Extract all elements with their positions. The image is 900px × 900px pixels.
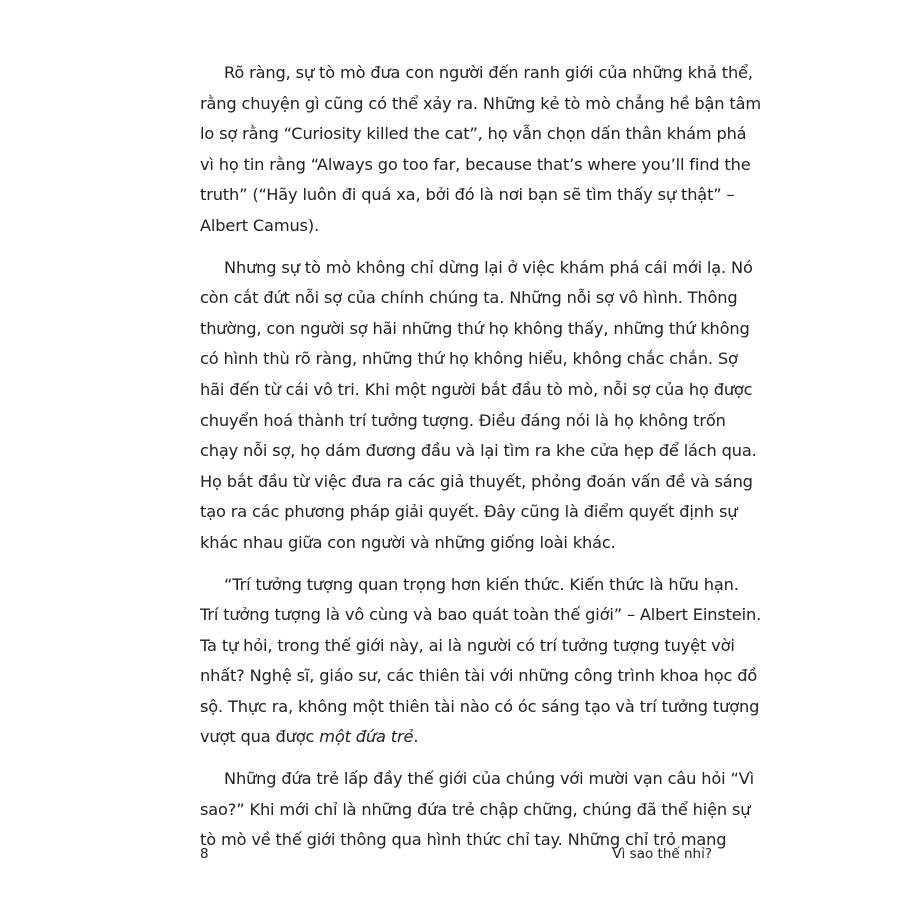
paragraph-gap <box>200 242 712 253</box>
text-line: Albert Camus). <box>200 215 319 235</box>
page-footer <box>200 843 712 865</box>
paragraph <box>200 570 762 754</box>
text-line: “Trí tưởng tượng quan trọng hơn kiến thức. Kiến thức là hữu hạn. <box>224 574 739 594</box>
text-fragment: . <box>413 727 419 747</box>
text-line: Những đứa trẻ lấp đầy thế giới của chúng với mười vạn câu hỏi “Vì <box>224 769 754 789</box>
text-line: truth” (“Hãy luôn đi quá xa, bởi đó là nơi bạn sẽ tìm thấy sự thật” – <box>200 185 735 205</box>
text-line: tạo ra các phương pháp giải quyết. Đây cũng là điểm quyết định sự <box>200 502 738 522</box>
text-line: nhất? Nghệ sĩ, giáo sư, các thiên tài với những công trình khoa học đồ <box>200 666 758 686</box>
text-line: Rõ ràng, sự tò mò đưa con người đến ranh giới của những khả thể, <box>224 63 753 82</box>
page-number: 8 <box>200 846 209 862</box>
emphasized-text: một đứa trẻ <box>319 727 414 747</box>
text-line: Nhưng sự tò mò không chỉ dừng lại ở việc khám phá cái mới lạ. Nó <box>224 257 753 277</box>
text-line: có hình thù rõ ràng, những thứ họ không hiểu, không chắc chắn. Sợ <box>200 349 738 369</box>
text-line <box>200 722 712 753</box>
text-line: lo sợ rằng “Curiosity killed the cat”, họ vẫn chọn dấn thân khám phá <box>200 124 747 144</box>
running-title: Vì sao thế nhỉ? <box>612 846 712 862</box>
paragraph <box>200 253 757 559</box>
text-line: vì họ tin rằng “Always go too far, because that’s where you’ll find the <box>200 154 751 174</box>
text-line: thường, con người sợ hãi những thứ họ không thấy, những thứ không <box>200 318 750 338</box>
text-fragment: vượt qua được <box>200 727 320 747</box>
text-line: tò mò về thế giới thông qua hình thức chỉ tay. Những chỉ trỏ mang <box>200 830 727 850</box>
text-line: hãi đến từ cái vô tri. Khi một người bắt đầu tò mò, nỗi sợ của họ được <box>200 379 753 399</box>
text-line: Trí tưởng tượng là vô cùng và bao quát toàn thế giới” – Albert Einstein. <box>200 605 762 625</box>
text-line: rằng chuyện gì cũng có thể xảy ra. Những kẻ tò mò chẳng hề bận tâm <box>200 93 761 113</box>
text-line: còn cắt đứt nỗi sợ của chính chúng ta. Những nỗi sợ vô hình. Thông <box>200 288 738 308</box>
text-line: Họ bắt đầu từ việc đưa ra các giả thuyết, phỏng đoán vấn đề và sáng <box>200 471 753 491</box>
text-line: Ta tự hỏi, trong thế giới này, ai là người có trí tưởng tượng tuyệt vời <box>200 635 735 655</box>
text-line: sộ. Thực ra, không một thiên tài nào có óc sáng tạo và trí tưởng tượng <box>200 696 760 716</box>
text-line: chuyển hoá thành trí tưởng tượng. Điều đáng nói là họ không trốn <box>200 410 726 430</box>
paragraph <box>200 58 761 242</box>
text-line: sao?” Khi mới chỉ là những đứa trẻ chập chững, chúng đã thể hiện sự <box>200 799 751 819</box>
text-line: chạy nỗi sợ, họ dám đương đầu và lại tìm ra khe cửa hẹp để lách qua. <box>200 441 757 461</box>
paragraph-gap <box>200 559 712 570</box>
text-line: khác nhau giữa con người và những giống loài khác. <box>200 532 616 552</box>
paragraph-gap <box>200 753 712 764</box>
body-text <box>200 58 762 856</box>
